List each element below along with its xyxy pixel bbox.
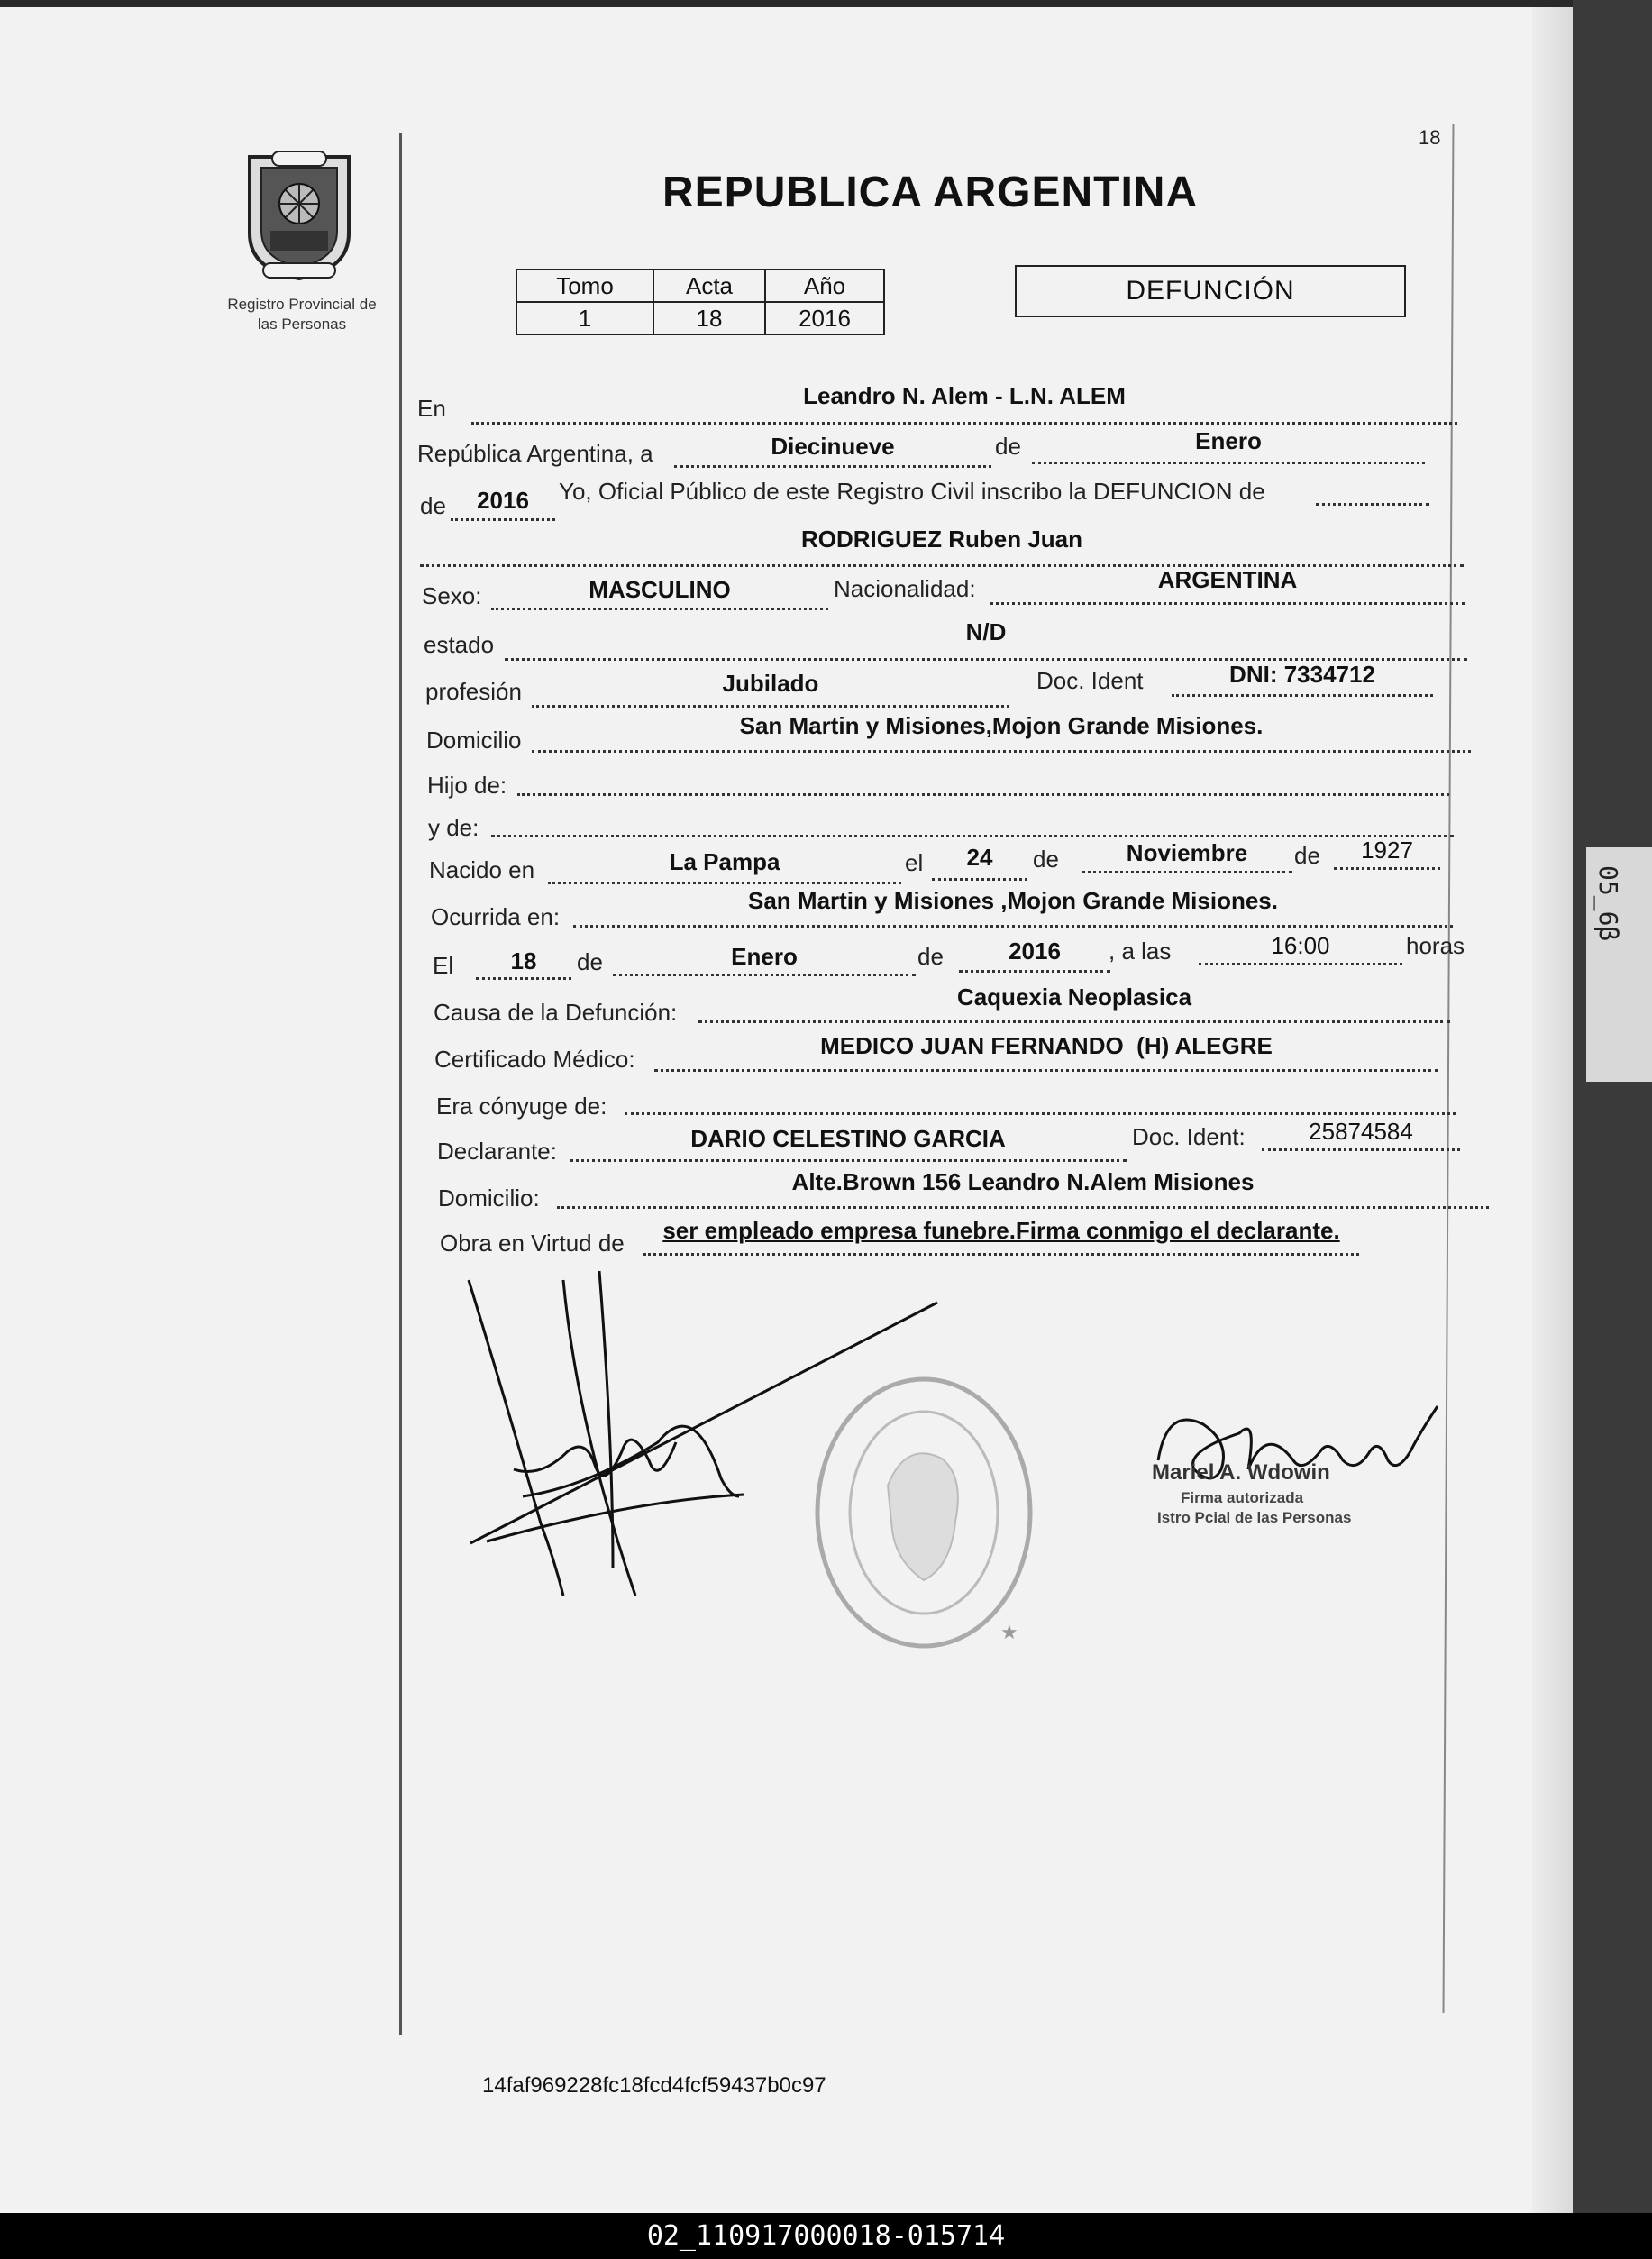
header-tomo: Tomo bbox=[516, 270, 653, 302]
value-sexo: MASCULINO bbox=[589, 576, 731, 603]
label-de-anio: de bbox=[420, 492, 446, 519]
value-acta: 18 bbox=[653, 302, 765, 334]
value-declarante: DARIO CELESTINO GARCIA bbox=[690, 1125, 1006, 1152]
official-office: Istro Pcial de las Personas bbox=[1157, 1509, 1352, 1526]
label-horas: horas bbox=[1406, 932, 1465, 959]
label-causa: Causa de la Defunción: bbox=[434, 999, 678, 1026]
label-en: En bbox=[417, 395, 446, 422]
svg-text:★: ★ bbox=[1000, 1622, 1018, 1644]
label-domicilio-declarante: Domicilio: bbox=[438, 1184, 540, 1212]
label-y-de: y de: bbox=[428, 814, 479, 841]
value-dia: Diecinueve bbox=[771, 433, 895, 460]
label-republica: República Argentina, a bbox=[417, 440, 653, 467]
value-mes: Enero bbox=[1195, 427, 1262, 454]
value-doc: DNI: 7334712 bbox=[1229, 661, 1375, 688]
background-right bbox=[1573, 0, 1652, 2213]
value-certificado: MEDICO JUAN FERNANDO_(H) ALEGRE bbox=[820, 1032, 1273, 1059]
value-anio-inscripcion: 2016 bbox=[477, 487, 529, 514]
value-nac-dia: 24 bbox=[966, 844, 993, 871]
label-nac-de2: de bbox=[1294, 842, 1320, 869]
value-nacido: La Pampa bbox=[669, 848, 780, 875]
label-sexo: Sexo: bbox=[422, 582, 482, 609]
header-anio: Año bbox=[765, 270, 884, 302]
page-number: 18 bbox=[1419, 126, 1441, 149]
value-nombre: RODRIGUEZ Ruben Juan bbox=[800, 526, 1082, 553]
label-hijo: Hijo de: bbox=[427, 772, 507, 799]
label-declarante: Declarante: bbox=[437, 1138, 557, 1165]
label-def-de2: de bbox=[917, 943, 944, 970]
label-de: de bbox=[995, 433, 1021, 460]
label-profesion: profesión bbox=[425, 678, 522, 705]
value-obra: ser empleado empresa funebre.Firma conmigo el declarante. bbox=[662, 1217, 1340, 1244]
value-anio: 2016 bbox=[765, 302, 884, 334]
label-doc: Doc. Ident bbox=[1036, 667, 1144, 694]
label-a-las: , a las bbox=[1109, 937, 1172, 965]
value-def-mes: Enero bbox=[731, 943, 798, 970]
document-hash: 14faf969228fc18fcd4fcf59437b0c97 bbox=[482, 2073, 826, 2098]
left-margin-rule bbox=[399, 133, 402, 2035]
value-nac-anio: 1927 bbox=[1361, 837, 1413, 864]
value-tomo: 1 bbox=[516, 302, 653, 334]
label-domicilio: Domicilio bbox=[426, 727, 522, 754]
label-def-de1: de bbox=[577, 948, 603, 975]
official-role: Firma autorizada bbox=[1181, 1489, 1304, 1506]
value-causa: Caquexia Neoplasica bbox=[956, 983, 1192, 1011]
value-domicilio-declarante: Alte.Brown 156 Leandro N.Alem Misiones bbox=[791, 1168, 1255, 1195]
value-estado: N/D bbox=[965, 618, 1007, 645]
label-el-fecha: El bbox=[433, 952, 454, 979]
official-name: Mariel A. Wdowin bbox=[1152, 1460, 1330, 1485]
certificate-page bbox=[0, 7, 1573, 2213]
value-domicilio: San Martin y Misiones,Mojon Grande Misiones. bbox=[739, 712, 1264, 739]
label-el: el bbox=[905, 849, 924, 876]
value-def-dia: 18 bbox=[510, 947, 537, 974]
file-id: 02_110917000018-015714 bbox=[646, 2220, 1006, 2252]
margin-stamp-text: 05_6β bbox=[1593, 865, 1623, 942]
value-lugar: Leandro N. Alem - L.N. ALEM bbox=[803, 382, 1126, 409]
label-nacido: Nacido en bbox=[429, 856, 535, 883]
label-nacionalidad: Nacionalidad: bbox=[834, 575, 976, 602]
header-acta: Acta bbox=[653, 270, 765, 302]
file-id-bar bbox=[0, 2213, 1652, 2259]
value-hora: 16:00 bbox=[1271, 932, 1330, 959]
label-obra: Obra en Virtud de bbox=[440, 1230, 625, 1257]
registry-seal-stamp bbox=[807, 1368, 1041, 1657]
text-inscripcion: Yo, Oficial Público de este Registro Civil inscribo la DEFUNCION de bbox=[559, 478, 1265, 505]
record-type-box: DEFUNCIÓN bbox=[1015, 265, 1406, 317]
label-nac-de1: de bbox=[1033, 846, 1059, 873]
value-nacionalidad: ARGENTINA bbox=[1157, 566, 1298, 593]
record-table bbox=[516, 269, 885, 335]
registry-caption: Registro Provincial de las Personas bbox=[227, 296, 377, 333]
label-certificado: Certificado Médico: bbox=[434, 1046, 635, 1073]
label-doc-declarante: Doc. Ident: bbox=[1132, 1123, 1246, 1150]
value-def-anio: 2016 bbox=[1009, 937, 1061, 965]
misiones-emblem-icon bbox=[236, 148, 362, 283]
page-title: REPUBLICA ARGENTINA bbox=[662, 169, 1199, 216]
page-edge bbox=[1532, 7, 1573, 2213]
label-conyuge: Era cónyuge de: bbox=[436, 1093, 607, 1120]
value-profesion: Jubilado bbox=[722, 670, 819, 697]
label-estado: estado bbox=[424, 631, 495, 658]
value-nac-mes: Noviembre bbox=[1126, 839, 1248, 866]
value-ocurrida: San Martin y Misiones ,Mojon Grande Misiones. bbox=[748, 887, 1278, 914]
value-doc-declarante: 25874584 bbox=[1309, 1118, 1413, 1145]
label-ocurrida: Ocurrida en: bbox=[431, 903, 561, 930]
